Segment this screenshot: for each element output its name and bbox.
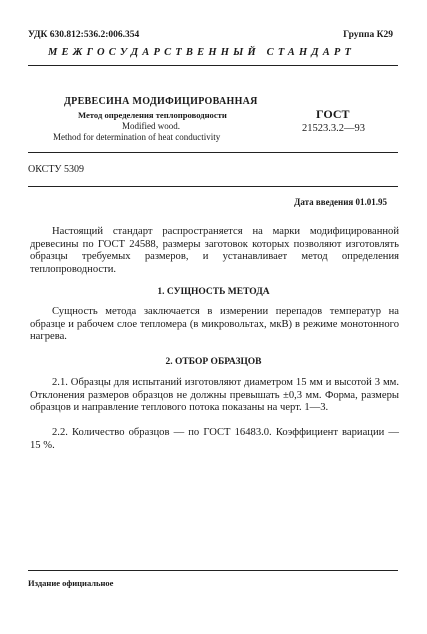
udc-code: УДК 630.812:536.2:006.354 [28,30,140,40]
effective-date: Дата введения 01.01.95 [294,197,387,207]
document-title-en: Modified wood. [122,121,180,131]
gost-number: 21523.3.2—93 [302,123,365,134]
gost-label: ГОСТ [316,107,350,121]
section-heading: 1. СУЩНОСТЬ МЕТОДА [157,287,270,297]
footer-rule [28,570,398,571]
document-subtitle-en: Method for determination of heat conductivity [53,132,221,142]
okstu-code: ОКСТУ 5309 [28,164,85,175]
okstu-rule [28,186,398,187]
edition-note: Издание официальное [28,578,114,588]
section-paragraph: Сущность метода заключается в измерении перепадов температур на образце и рабочем слое тепломера (в микровольтах, мкВ) в режиме монотонного нагрева. [30,306,399,343]
intro-paragraph: Настоящий стандарт распространяется на марки модифицированной древесины по ГОСТ 24588, размеры заготовок которых позволяют изготовлять образцы требуемых размеров, и устанавливает метод определения теплопроводности. [30,226,399,275]
title-rule [28,152,398,153]
section-heading: 2. ОТБОР ОБРАЗЦОВ [165,357,262,367]
section-paragraph: 2.2. Количество образцов — по ГОСТ 16483.0. Коэффициент вариации — 15 %. [30,427,399,451]
interstate-standard-banner: МЕЖГОСУДАРСТВЕННЫЙ СТАНДАРТ [48,47,356,58]
group-code: Группа К29 [343,30,393,40]
header-rule [28,65,398,66]
section-paragraph: 2.1. Образцы для испытаний изготовляют диаметром 15 мм и высотой 3 мм. Отклонения размеров образцов не должны превышать ±0,3 мм. Форма, размеры образцов и направление теплового потока показаны на черт. 1—3. [30,377,399,414]
document-subtitle: Метод определения теплопроводности [78,110,227,120]
document-title: ДРЕВЕСИНА МОДИФИЦИРОВАННАЯ [64,96,258,107]
